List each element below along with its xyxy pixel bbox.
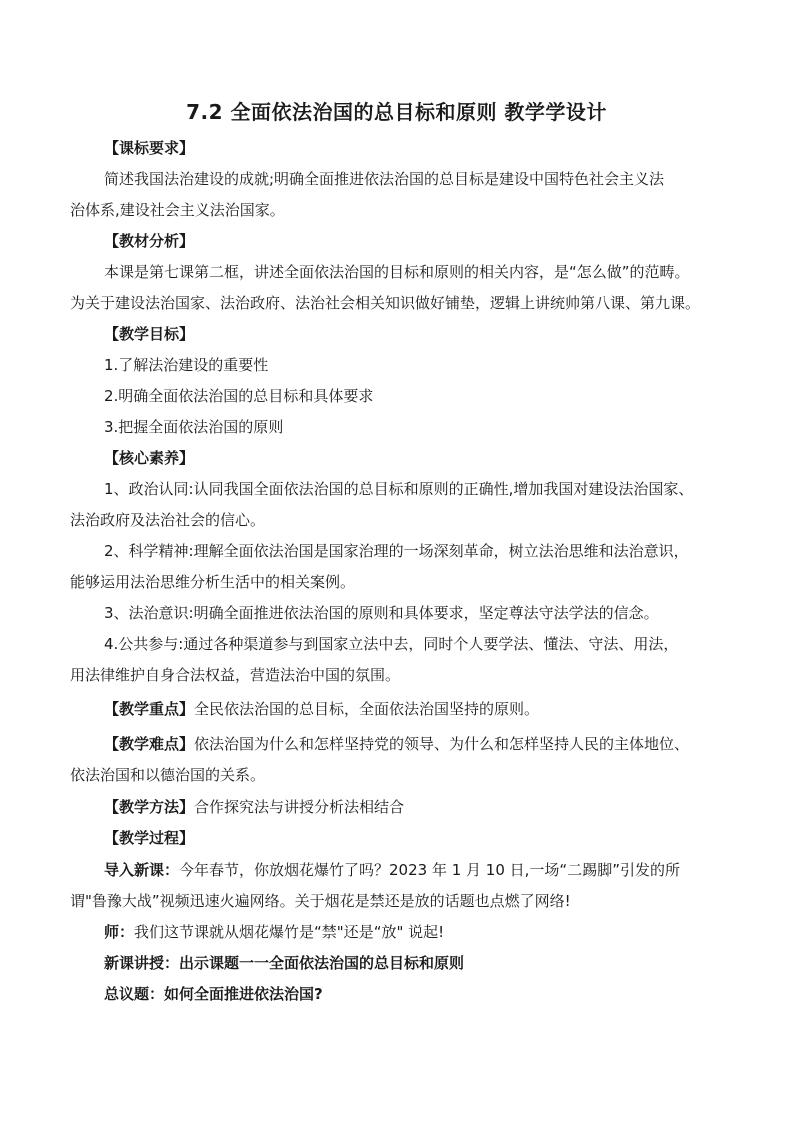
intro-line-2: 谓"鲁豫大战”视频迅速火遍网络。关于烟花是禁还是放的话题也点燃了网络! <box>70 892 571 910</box>
heading-difficulties: 【教学难点】 <box>104 735 195 753</box>
lecture-line: 新课讲授：出示课题一一全面依法治国的总目标和原则 <box>104 954 465 972</box>
heading-analysis: 【教材分析】 <box>104 232 195 250</box>
difficulties-line-1: 依法治国为什么和怎样坚持党的领导、为什么和怎样坚持人民的主体地位、 <box>194 735 690 753</box>
literacy-line-2: 法治政府及法治社会的信心。 <box>70 511 266 529</box>
goal-item-1: 1.了解法治建设的重要性 <box>104 356 269 374</box>
heading-literacy: 【核心素养】 <box>104 449 195 467</box>
teacher-label: 师： <box>104 923 135 941</box>
analysis-line-2: 为关于建设法治国家、法治政府、法治社会相关知识做好铺垫，逻辑上讲统帅第八课、第九课。 <box>70 294 701 312</box>
teacher-text: 我们这节课就从烟花爆竹是“禁"还是“放" 说起! <box>134 923 445 941</box>
literacy-line-3: 2、科学精神:理解全面依法治国是国家治理的一场深刻革命，树立法治思维和法治意识， <box>104 542 689 560</box>
intro-label: 导入新课： <box>104 861 180 879</box>
teacher-paragraph <box>104 922 764 942</box>
document-title: 7.2 全面依法治国的总目标和原则 教学学设计 <box>186 100 607 124</box>
intro-line-1: 今年春节，你放烟花爆竹了吗？2023 年 1 月 10 日,一场“二踢脚”引发的所 <box>179 861 680 879</box>
analysis-line-1: 本课是第七课第二框，讲述全面依法治国的目标和原则的相关内容，是“怎么做”的范畴。 <box>104 263 690 281</box>
literacy-line-1: 1、政治认同:认同我国全面依法治国的总目标和原则的正确性,增加我国对建设法治国家、 <box>104 480 694 498</box>
methods-text: 合作探究法与讲授分析法相结合 <box>194 798 405 816</box>
heading-goals: 【教学目标】 <box>104 325 195 343</box>
standard-line-1: 简述我国法治建设的成就;明确全面推进依法治国的总目标是建设中国特色社会主义法 <box>104 170 665 188</box>
intro-paragraph <box>104 860 764 880</box>
heading-key-points: 【教学重点】 <box>104 700 195 718</box>
heading-process: 【教学过程】 <box>104 829 195 847</box>
goal-item-2: 2.明确全面依法治国的总目标和具体要求 <box>104 387 374 405</box>
heading-methods: 【教学方法】 <box>104 798 195 816</box>
literacy-line-7: 用法律维护自身合法权益，营造法治中国的氛围。 <box>70 666 401 684</box>
key-points-paragraph <box>104 699 764 719</box>
literacy-line-4: 能够运用法治思维分析生活中的相关案例。 <box>70 573 356 591</box>
heading-standard: 【课标要求】 <box>104 139 195 157</box>
key-points-text: 全民依法治国的总目标，全面依法治国坚持的原则。 <box>194 700 540 718</box>
literacy-line-5: 3、法治意识:明确全面推进依法治国的原则和具体要求，坚定尊法守法学法的信念。 <box>104 604 659 622</box>
methods-paragraph <box>104 797 764 817</box>
literacy-line-6: 4.公共参与:通过各种渠道参与到国家立法中去，同时个人要学法、懂法、守法、用法， <box>104 635 679 653</box>
goal-item-3: 3.把握全面依法治国的原则 <box>104 418 284 436</box>
standard-line-2: 治体系,建设社会主义法治国家。 <box>70 201 285 219</box>
difficulties-line-2: 依法治国和以德治国的关系。 <box>70 766 266 784</box>
difficulties-paragraph <box>104 734 764 754</box>
topic-line: 总议题：如何全面推进依法治国? <box>104 985 323 1003</box>
